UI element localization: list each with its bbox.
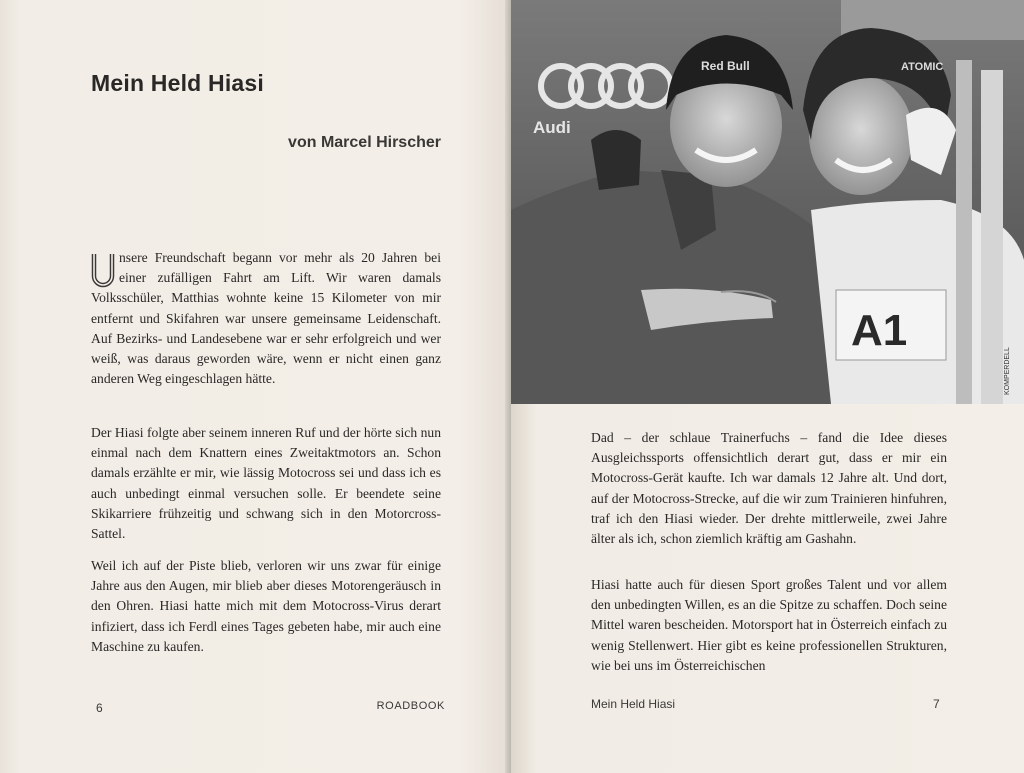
- paragraph-1: [91, 248, 441, 389]
- left-page: [0, 0, 511, 773]
- paragraph-2: Der Hiasi folgte aber seinem inneren Ruf und der hörte sich nun einmal nach dem Knattern eines Zweitaktmotors an. Schon damals erzählte er mir, wie lässig Motocross sei und dass ich es auch unbedingt einmal versuchen solle. Er beendete seine Skikarriere frühzeitig und schwang sich in den Motorcross-Sattel.: [91, 425, 441, 542]
- paragraph-3: Weil ich auf der Piste blieb, verloren wir uns zwar für einige Jahre aus den Augen, mir blieb aber dieses Motorengeräusch in den Ohren. Hiasi hatte mich mit dem Motocross-Virus derart infiziert, dass ich Ferdl eines Tages gebeten habe, mir auch eine Maschine zu kaufen.: [91, 558, 441, 654]
- chapter-title: Mein Held Hiasi: [91, 70, 264, 96]
- running-footer-right: Mein Held Hiasi: [591, 697, 676, 711]
- helmet-logo-text: ATOMIC: [901, 61, 944, 73]
- photo-illustration: [511, 0, 1024, 404]
- photo: [511, 0, 1024, 404]
- paragraph-1-text: nsere Freundschaft begann vor mehr als 20 Jahren bei einer zufälligen Fahrt am Lift. Wir waren damals Volksschüler, Matthias wohnte keine 15 Kilometer von mir entfernt und Skifahren war unsere gemeinsame Leidenschaft. Auf Bezirks- und Landesebene war er sehr erfolgreich und wer weiß, was daraus geworden wäre, wenn er nicht einen ganz anderen Weg eingeschlagen hätte.: [91, 250, 441, 387]
- drop-cap-u-glyph: [91, 252, 115, 288]
- sponsor-text: Audi: [533, 118, 571, 137]
- right-page: [511, 0, 1024, 773]
- cap-logo-text: Red Bull: [701, 59, 750, 73]
- running-footer-left: ROADBOOK: [376, 700, 445, 712]
- right-paragraph-2: Hiasi hatte auch für diesen Sport großes Talent und vor allem den unbedingten Willen, es an die Spitze zu schaffen. Doch seine Mittel waren bescheiden. Motorsport hat in Österreich einfach zu wenig Stellenwert. Hier gibt es keine professionellen Strukturen, wie bei uns im Österreichischen: [591, 577, 947, 673]
- drop-cap: [91, 252, 115, 288]
- photo-credit-text: KOMPERDELL: [1004, 347, 1011, 395]
- page-number-left: 6: [96, 701, 103, 715]
- bib-number: A1: [851, 306, 908, 355]
- page-number-right: 7: [933, 697, 940, 711]
- right-paragraph-1: Dad – der schlaue Trainerfuchs – fand die Idee dieses Ausgleichssports offensichtlich derart gut, dass er mir ein Motocross-Gerät kaufte. Ich war damals 12 Jahre alt. Und dort, auf der Motocross-Strecke, auf die wir zum Trainieren hinfuhren, traf ich den Hiasi wieder. Der drehte mittlerweile, zwei Jahre älter als ich, schon ziemlich kräftig am Gashahn.: [591, 430, 947, 547]
- author-byline: von Marcel Hirscher: [288, 134, 441, 151]
